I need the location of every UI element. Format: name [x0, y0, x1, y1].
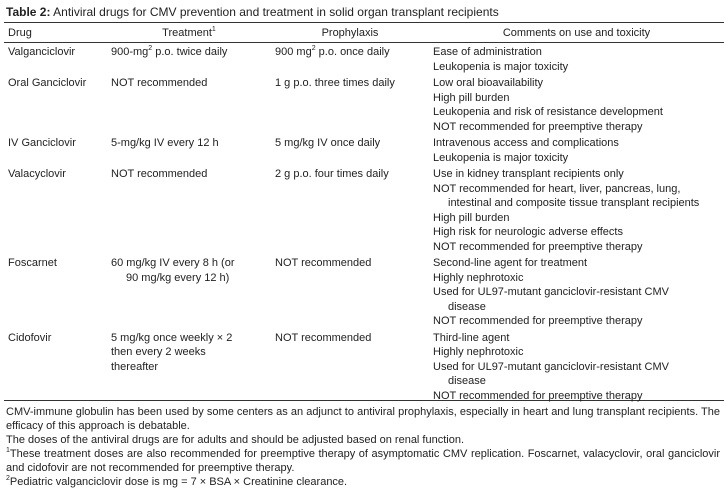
- treatment-cell: 5-mg/kg IV every 12 h: [111, 137, 219, 149]
- treatment-cell: 60 mg/kg IV every 8 h (or 90 mg/kg every 12 h): [111, 257, 235, 284]
- comment-line: Leukopenia is major toxicity: [433, 151, 569, 164]
- treatment-cell: $900-mg^2$ p.o. twice daily: [111, 45, 228, 58]
- comment-line: High pill burden: [433, 211, 510, 224]
- comment-line: NOT recommended for preemptive therapy: [433, 120, 643, 133]
- header-treatment-label: Treatment: [162, 27, 212, 39]
- comment-line: Used for UL97-mutant ganciclovir-resistant CMV: [433, 360, 669, 373]
- footnote-1: [6, 447, 720, 475]
- table-title: Antiviral drugs for CMV prevention and treatment in solid organ transplant recipients: [53, 5, 499, 19]
- comment-line: NOT recommended for preemptive therapy: [433, 389, 643, 402]
- drug-cell: Oral Ganciclovir: [8, 77, 87, 89]
- comments-cell: [429, 74, 724, 134]
- footnote-2-text: Pediatric valganciclovir dose is mg = 7 × BSA × Creatinine clearance.: [9, 476, 348, 488]
- drug-cell: Foscarnet: [8, 257, 57, 269]
- comment-line: Leukopenia is major toxicity: [433, 60, 569, 73]
- comment-line: Ease of administration: [433, 46, 542, 58]
- comment-line: NOT recommended for preemptive therapy: [433, 240, 643, 253]
- table-row: [4, 74, 724, 134]
- comments-cell: [429, 134, 724, 165]
- comments-cell: [429, 165, 724, 254]
- table-row: [4, 134, 724, 165]
- treatment-cell: 5 mg/kg once weekly × 2 then every 2 weeks thereafter: [111, 331, 233, 373]
- comment-line: High risk for neurologic adverse effects: [433, 226, 623, 238]
- header-treatment-footnote-mark: 1: [211, 26, 216, 33]
- table-caption: [6, 5, 499, 20]
- footnote-1-mark: 1: [6, 447, 10, 454]
- comment-line: Intravenous access and complications: [433, 137, 619, 149]
- table-header-row: [4, 23, 724, 43]
- comment-line: NOT recommended for heart, liver, pancreas, lung,: [433, 182, 681, 195]
- header-comments: Comments on use and toxicity: [502, 27, 651, 39]
- comment-line: Second-line agent for treatment: [433, 257, 588, 269]
- header-prophylaxis: Prophylaxis: [321, 27, 379, 39]
- header-treatment: [107, 23, 271, 43]
- table-row: [4, 254, 724, 329]
- treatment-cell: NOT recommended: [111, 77, 208, 89]
- footnote-1-text: These treatment doses are also recommended for preemptive therapy of asymptomatic CMV replication. Foscarnet, valacyclovir, oral ganciclovir and cidofovir are not recommended for preemptive therapy.: [6, 448, 720, 474]
- comment-line: Highly nephrotoxic: [433, 346, 524, 358]
- footnote-mark: 2: [148, 45, 153, 52]
- comment-line: High pill burden: [433, 91, 510, 104]
- footnote-doses: The doses of the antiviral drugs are for adults and should be adjusted based on renal function.: [6, 434, 465, 446]
- drug-cell: IV Ganciclovir: [8, 137, 76, 149]
- comment-line: disease: [448, 300, 486, 313]
- drug-cell: Valganciclovir: [8, 46, 76, 58]
- drug-cell: Valacyclovir: [8, 168, 66, 180]
- antiviral-table: [4, 23, 724, 403]
- prophylaxis-cell: 1 g p.o. three times daily: [275, 77, 395, 89]
- comments-cell: [429, 254, 724, 329]
- table-label: Table 2:: [6, 5, 51, 19]
- treatment-cell: NOT recommended: [111, 168, 208, 180]
- table-row: [4, 43, 724, 74]
- header-drug: Drug: [8, 27, 32, 39]
- comment-line: intestinal and composite tissue transplant recipients: [448, 197, 700, 209]
- drug-cell: Cidofovir: [8, 331, 52, 344]
- prophylaxis-cell: 900 $mg^2$ p.o. once daily: [275, 45, 390, 58]
- comment-line: Low oral bioavailability: [433, 77, 544, 89]
- comment-line: Used for UL97-mutant ganciclovir-resistant CMV: [433, 286, 669, 298]
- footnote-globulin: CMV-immune globulin has been used by some centers as an adjunct to antiviral prophylaxis, especially in heart and lung transplant recipients. The efficacy of this approach is debatable.: [6, 406, 720, 432]
- table-row: [4, 165, 724, 254]
- table-row: [4, 329, 724, 404]
- prophylaxis-cell: 5 mg/kg IV once daily: [275, 137, 381, 149]
- comments-cell: [429, 43, 724, 74]
- footnote-2-mark: 2: [6, 475, 10, 482]
- prophylaxis-cell: 2 g p.o. four times daily: [275, 168, 389, 180]
- comment-line: Highly nephrotoxic: [433, 271, 524, 284]
- comment-line: Use in kidney transplant recipients only: [433, 168, 624, 180]
- comment-line: disease: [448, 375, 486, 387]
- prophylaxis-cell: NOT recommended: [275, 257, 372, 269]
- comment-line: Third-line agent: [433, 331, 510, 344]
- comments-cell: [429, 329, 724, 404]
- comment-line: Leukopenia and risk of resistance development: [433, 106, 663, 118]
- prophylaxis-cell: NOT recommended: [275, 331, 372, 344]
- footnote-2: [6, 475, 720, 489]
- footnote-mark: 2: [311, 45, 316, 52]
- comment-line: NOT recommended for preemptive therapy: [433, 315, 643, 327]
